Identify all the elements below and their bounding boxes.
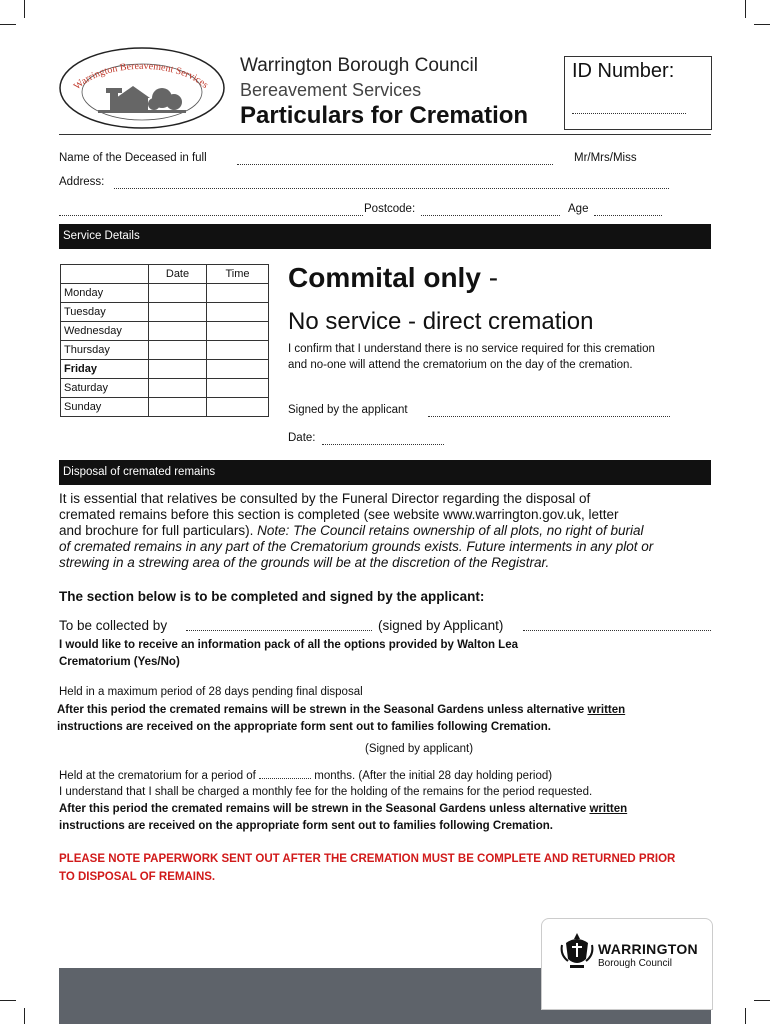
postcode-label: Postcode:	[364, 203, 416, 215]
info-pack-line1: I would like to receive an information pack of all the options provided by Walton Lea	[59, 639, 519, 651]
confirm-text-line2: and no-one will attend the crematorium on the day of the cremation.	[288, 359, 633, 371]
table-row	[61, 341, 269, 360]
deceased-name-field[interactable]	[237, 152, 553, 165]
day-label: Wednesday	[61, 322, 149, 341]
no-service-subheading: No service - direct cremation	[288, 308, 594, 335]
commital-heading	[288, 262, 498, 294]
day-label: Monday	[61, 284, 149, 303]
signed-by-applicant-label: Signed by the applicant	[288, 404, 408, 416]
monthly-fee-text: I understand that I shall be charged a monthly fee for the holding of the remains for the period requested.	[59, 786, 593, 798]
time-cell[interactable]	[207, 322, 269, 341]
department-name: Bereavement Services	[240, 80, 422, 100]
months-field[interactable]	[259, 769, 311, 779]
disposal-paragraph-line4: of cremated remains in any part of the Crematorium grounds exists. Future interments in any plot or	[59, 539, 654, 554]
bereavement-services-seal	[58, 46, 226, 130]
service-details-bar: Service Details	[59, 224, 711, 249]
date-cell[interactable]	[149, 303, 207, 322]
crop-mark	[0, 24, 16, 25]
council-name: Warrington Borough Council	[240, 55, 478, 76]
time-cell[interactable]	[207, 341, 269, 360]
day-label: Tuesday	[61, 303, 149, 322]
paperwork-note-line1: PLEASE NOTE PAPERWORK SENT OUT AFTER THE CREMATION MUST BE COMPLETE AND RETURNED PRIOR	[59, 853, 676, 865]
confirm-text-line1: I confirm that I understand there is no service required for this cremation	[288, 343, 655, 355]
strewn-text-1-line2: instructions are received on the appropriate form sent out to families following Cremation.	[57, 721, 551, 733]
disposal-bar: Disposal of cremated remains	[59, 460, 711, 485]
commital-heading-dash: -	[488, 262, 499, 293]
day-label: Saturday	[61, 379, 149, 398]
strewn-text-2-line2: instructions are received on the appropriate form sent out to families following Cremation.	[59, 820, 553, 832]
table-row	[61, 360, 269, 379]
table-row	[61, 322, 269, 341]
held-crematorium-line	[59, 769, 552, 782]
time-cell[interactable]	[207, 284, 269, 303]
date-column-header: Date	[149, 265, 207, 284]
written-emphasis: written	[589, 803, 628, 815]
council-logo-panel	[541, 918, 713, 1010]
written-emphasis: written	[587, 704, 626, 716]
signed-by-applicant-note: (signed by Applicant)	[378, 618, 504, 633]
crop-mark	[24, 1008, 25, 1024]
age-label: Age	[568, 203, 589, 215]
crop-mark	[745, 1008, 746, 1024]
day-label: Friday	[61, 360, 149, 379]
held-max-text: Held in a maximum period of 28 days pending final disposal	[59, 686, 363, 698]
disposal-paragraph-line5: strewing in a strewing area of the grounds will be at the discretion of the Registrar.	[59, 555, 550, 570]
page-title: Particulars for Cremation	[240, 102, 529, 129]
strewn-text-2-line1	[59, 803, 627, 815]
crop-mark	[24, 0, 25, 18]
time-cell[interactable]	[207, 303, 269, 322]
age-field[interactable]	[594, 203, 662, 216]
address-field-line2[interactable]	[59, 203, 363, 216]
service-date-label: Date:	[288, 432, 316, 444]
crop-mark	[745, 0, 746, 18]
date-cell[interactable]	[149, 398, 207, 417]
address-field-line1[interactable]	[114, 176, 669, 189]
title-options: Mr/Mrs/Miss	[574, 152, 637, 164]
service-schedule-table	[60, 264, 269, 417]
table-row	[61, 398, 269, 417]
strewn-text-2: After this period the cremated remains will be strewn in the Seasonal Gardens unless alternative	[59, 803, 590, 815]
table-row	[61, 303, 269, 322]
day-label: Sunday	[61, 398, 149, 417]
svg-text:Warrington Bereavement Service: Warrington Bereavement Services	[71, 60, 211, 93]
applicant-section-heading: The section below is to be completed and signed by the applicant:	[59, 589, 485, 604]
logo-name: WARRINGTON	[598, 941, 698, 957]
service-date-field[interactable]	[322, 432, 444, 445]
crop-mark	[754, 24, 770, 25]
id-number-field[interactable]	[572, 101, 686, 114]
table-row	[61, 265, 269, 284]
day-label: Thursday	[61, 341, 149, 360]
signed-by-applicant-caption: (Signed by applicant)	[365, 743, 474, 755]
deceased-name-label: Name of the Deceased in full	[59, 152, 207, 164]
table-row	[61, 379, 269, 398]
table-row	[61, 284, 269, 303]
date-cell[interactable]	[149, 341, 207, 360]
date-cell[interactable]	[149, 284, 207, 303]
crop-mark	[754, 1000, 770, 1001]
time-cell[interactable]	[207, 360, 269, 379]
crop-mark	[0, 1000, 16, 1001]
collected-by-label: To be collected by	[59, 618, 168, 633]
logo-subtitle: Borough Council	[598, 958, 672, 969]
postcode-field[interactable]	[421, 203, 560, 216]
strewn-text-1: After this period the cremated remains will be strewn in the Seasonal Gardens unless alternative	[57, 704, 588, 716]
address-label: Address:	[59, 176, 105, 188]
disposal-paragraph-line1: It is essential that relatives be consulted by the Funeral Director regarding the disposal of	[59, 491, 591, 506]
time-column-header: Time	[207, 265, 269, 284]
info-pack-line2: Crematorium (Yes/No)	[59, 656, 180, 668]
time-cell[interactable]	[207, 379, 269, 398]
coat-of-arms-icon	[560, 931, 594, 971]
header-rule	[59, 134, 711, 135]
date-cell[interactable]	[149, 360, 207, 379]
table-header-blank	[61, 265, 149, 284]
id-number-label: ID Number:	[572, 60, 675, 82]
council-note: Note: The Council retains ownership of all plots, no right of burial	[257, 523, 644, 538]
months-text: months. (After the initial 28 day holding period)	[314, 770, 553, 782]
held-crematorium-text: Held at the crematorium for a period of	[59, 770, 256, 782]
disposal-paragraph-line2: cremated remains before this section is completed (see website www.warrington.gov.uk, letter	[59, 507, 619, 522]
collected-by-field[interactable]	[186, 618, 372, 631]
strewn-text-1-line1	[57, 704, 625, 716]
disposal-paragraph-line3	[59, 523, 644, 540]
paperwork-note-line2: TO DISPOSAL OF REMAINS.	[59, 871, 216, 883]
brochure-text: and brochure for full particulars).	[59, 523, 258, 538]
time-cell[interactable]	[207, 398, 269, 417]
collector-signature-field[interactable]	[523, 618, 711, 631]
date-cell[interactable]	[149, 379, 207, 398]
commital-heading-text: Commital only	[288, 262, 481, 293]
applicant-signature-field[interactable]	[428, 404, 670, 417]
date-cell[interactable]	[149, 322, 207, 341]
